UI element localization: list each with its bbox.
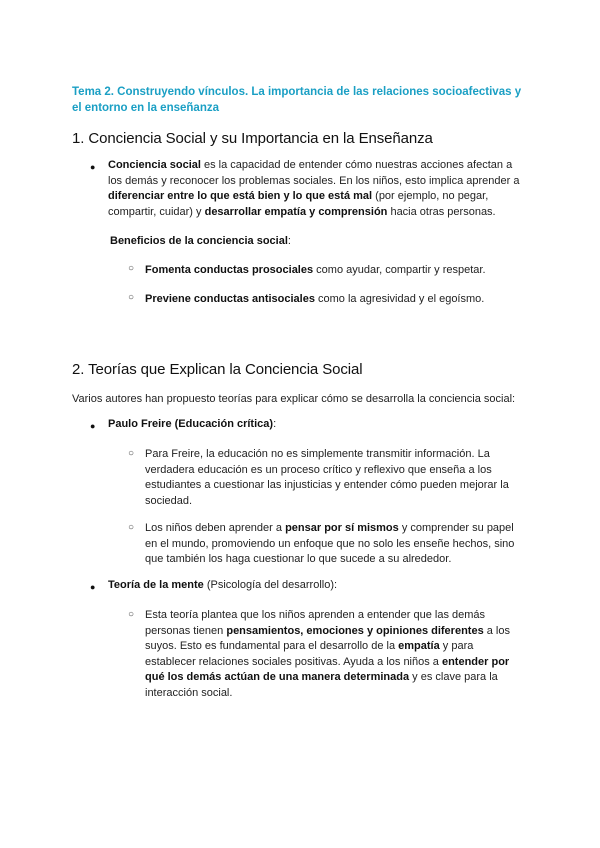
freire-label: Paulo Freire (Educación crítica): <box>108 418 277 430</box>
circle-bullet-icon: ○ <box>128 522 135 533</box>
topic-title: Tema 2. Construyendo vínculos. La importancia de las relaciones socioafectivas y el entorno en la enseñanza <box>72 86 522 114</box>
mind-theory-paragraph: Esta teoría plantea que los niños aprenden a entender que las demás personas tienen pensamientos, emociones y opiniones diferentes a los suyos. Esto es fundamental para el desarrollo de la empatía y para establecer relaciones sociales positivas. Ayuda a los niños a entender por qué los demás actúan de una manera determinada y es clave para la interacción social. <box>145 609 510 699</box>
section-2-heading: 2. Teorías que Explican la Conciencia Social <box>72 361 363 378</box>
circle-bullet-icon: ○ <box>128 609 135 620</box>
section-1-heading: 1. Conciencia Social y su Importancia en la Enseñanza <box>72 130 433 147</box>
conciencia-social-paragraph: Conciencia social es la capacidad de entender cómo nuestras acciones afectan a los demás y reconocer los problemas sociales. En los niños, esto implica aprender a diferenciar entre lo que está bien y lo que está mal (por ejemplo, no pegar, compartir, cuidar) y desarrollar empatía y comprensión hacia otras personas. <box>108 159 520 218</box>
bullet-icon: ● <box>90 162 96 172</box>
bullet-icon: ● <box>90 421 96 431</box>
benefits-label: Beneficios de la conciencia social: <box>110 235 291 247</box>
benefit-item: Fomenta conductas prosociales como ayudar, compartir y respetar. <box>145 264 486 276</box>
section-2-intro: Varios autores han propuesto teorías para explicar cómo se desarrolla la conciencia social: <box>72 393 516 405</box>
circle-bullet-icon: ○ <box>128 263 135 274</box>
bullet-icon: ● <box>90 582 96 592</box>
freire-paragraph-2: Los niños deben aprender a pensar por sí mismos y comprender su papel en el mundo, promoviendo un enfoque que no solo les enseñe hechos, sino que también los haga cuestionar lo que sucede a su alrededor. <box>145 522 515 565</box>
benefit-item: Previene conductas antisociales como la agresividad y el egoísmo. <box>145 293 485 305</box>
conciencia-social-term: Conciencia social <box>108 159 201 171</box>
circle-bullet-icon: ○ <box>128 448 135 459</box>
circle-bullet-icon: ○ <box>128 292 135 303</box>
mind-theory-label: Teoría de la mente (Psicología del desarrollo): <box>108 579 338 591</box>
freire-paragraph: Para Freire, la educación no es simplemente transmitir información. La verdadera educación es un proceso crítico y reflexivo que enseña a los estudiantes a cuestionar las injusticias y entender cómo pueden mejorar la sociedad. <box>145 448 509 507</box>
